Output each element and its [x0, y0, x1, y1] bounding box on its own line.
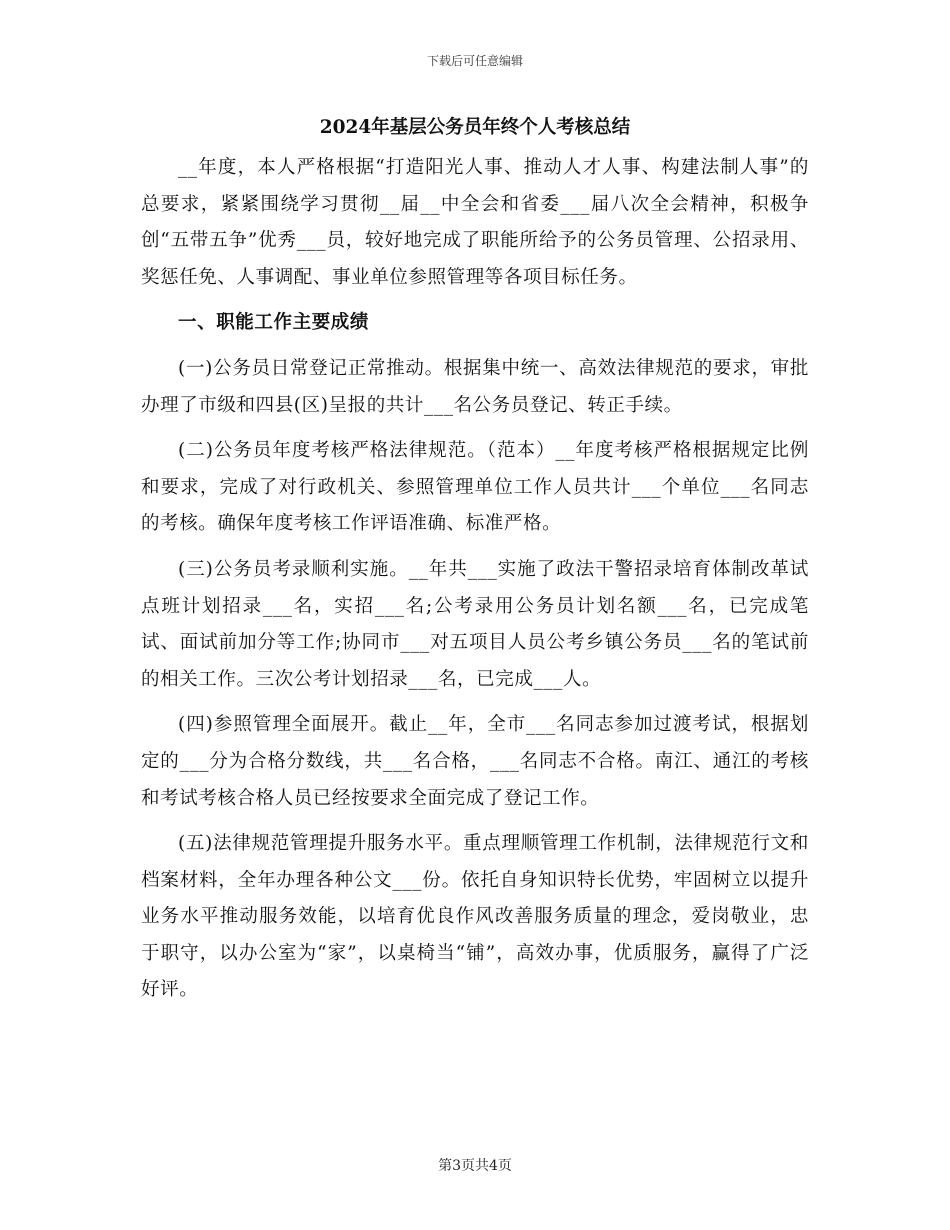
- paragraph-item-1: (一)公务员日常登记正常推动。根据集中统一、高效法律规范的要求，审批办理了市级和四县(区)呈报的共计___名公务员登记、转正手续。: [141, 357, 809, 416]
- document-title: 2024年基层公务员年终个人考核总结: [319, 117, 631, 138]
- paragraph-item-3: (三)公务员考录顺利实施。__年共___实施了政法干警招录培育体制改革试点班计划招录___名，实招___名;公考录用公务员计划名额___名，已完成笔试、面试前加分等工作;协同市___对五项目人员公考乡镇公务员___名的笔试前的相关工作。三次公考计划招录___名，已完成___人。: [141, 558, 809, 690]
- paragraph-item-4: (四)参照管理全面展开。截止__年，全市___名同志参加过渡考试，根据划定的___分为合格分数线，共___名合格，___名同志不合格。南江、通江的考核和考试考核合格人员已经按要求全面完成了登记工作。: [141, 714, 809, 809]
- paragraph-item-5: (五)法律规范管理提升服务水平。重点理顺管理工作机制，法律规范行文和档案材料，全年办理各种公文___份。依托自身知识特长优势，牢固树立以提升业务水平推动服务效能，以培育优良作风改善服务质量的理念，爱岗敬业，忠于职守，以办公室为“家”，以桌椅当“铺”，高效办事，优质服务，赢得了广泛好评。: [141, 833, 809, 1001]
- document-body: [141, 112, 809, 1009]
- intro-paragraph: __年度，本人严格根据“打造阳光人事、推动人才人事、构建法制人事”的总要求，紧紧围绕学习贯彻__届__中全会和省委___届八次全会精神，积极争创“五带五争”优秀___员，较好地完成了职能所给予的公务员管理、公招录用、奖惩任免、人事调配、事业单位参照管理等各项目标任务。: [141, 157, 809, 288]
- paragraph-item-2: (二)公务员年度考核严格法律规范。（范本）__年度考核严格根据规定比例和要求，完成了对行政机关、参照管理单位工作人员共计___个单位___名同志的考核。确保年度考核工作评语准确、标准严格。: [141, 440, 809, 535]
- section-heading: 一、职能工作主要成绩: [178, 312, 370, 334]
- header-note: 下载后可任意编辑: [426, 54, 523, 68]
- page-number: 第3页共4页: [438, 1158, 512, 1174]
